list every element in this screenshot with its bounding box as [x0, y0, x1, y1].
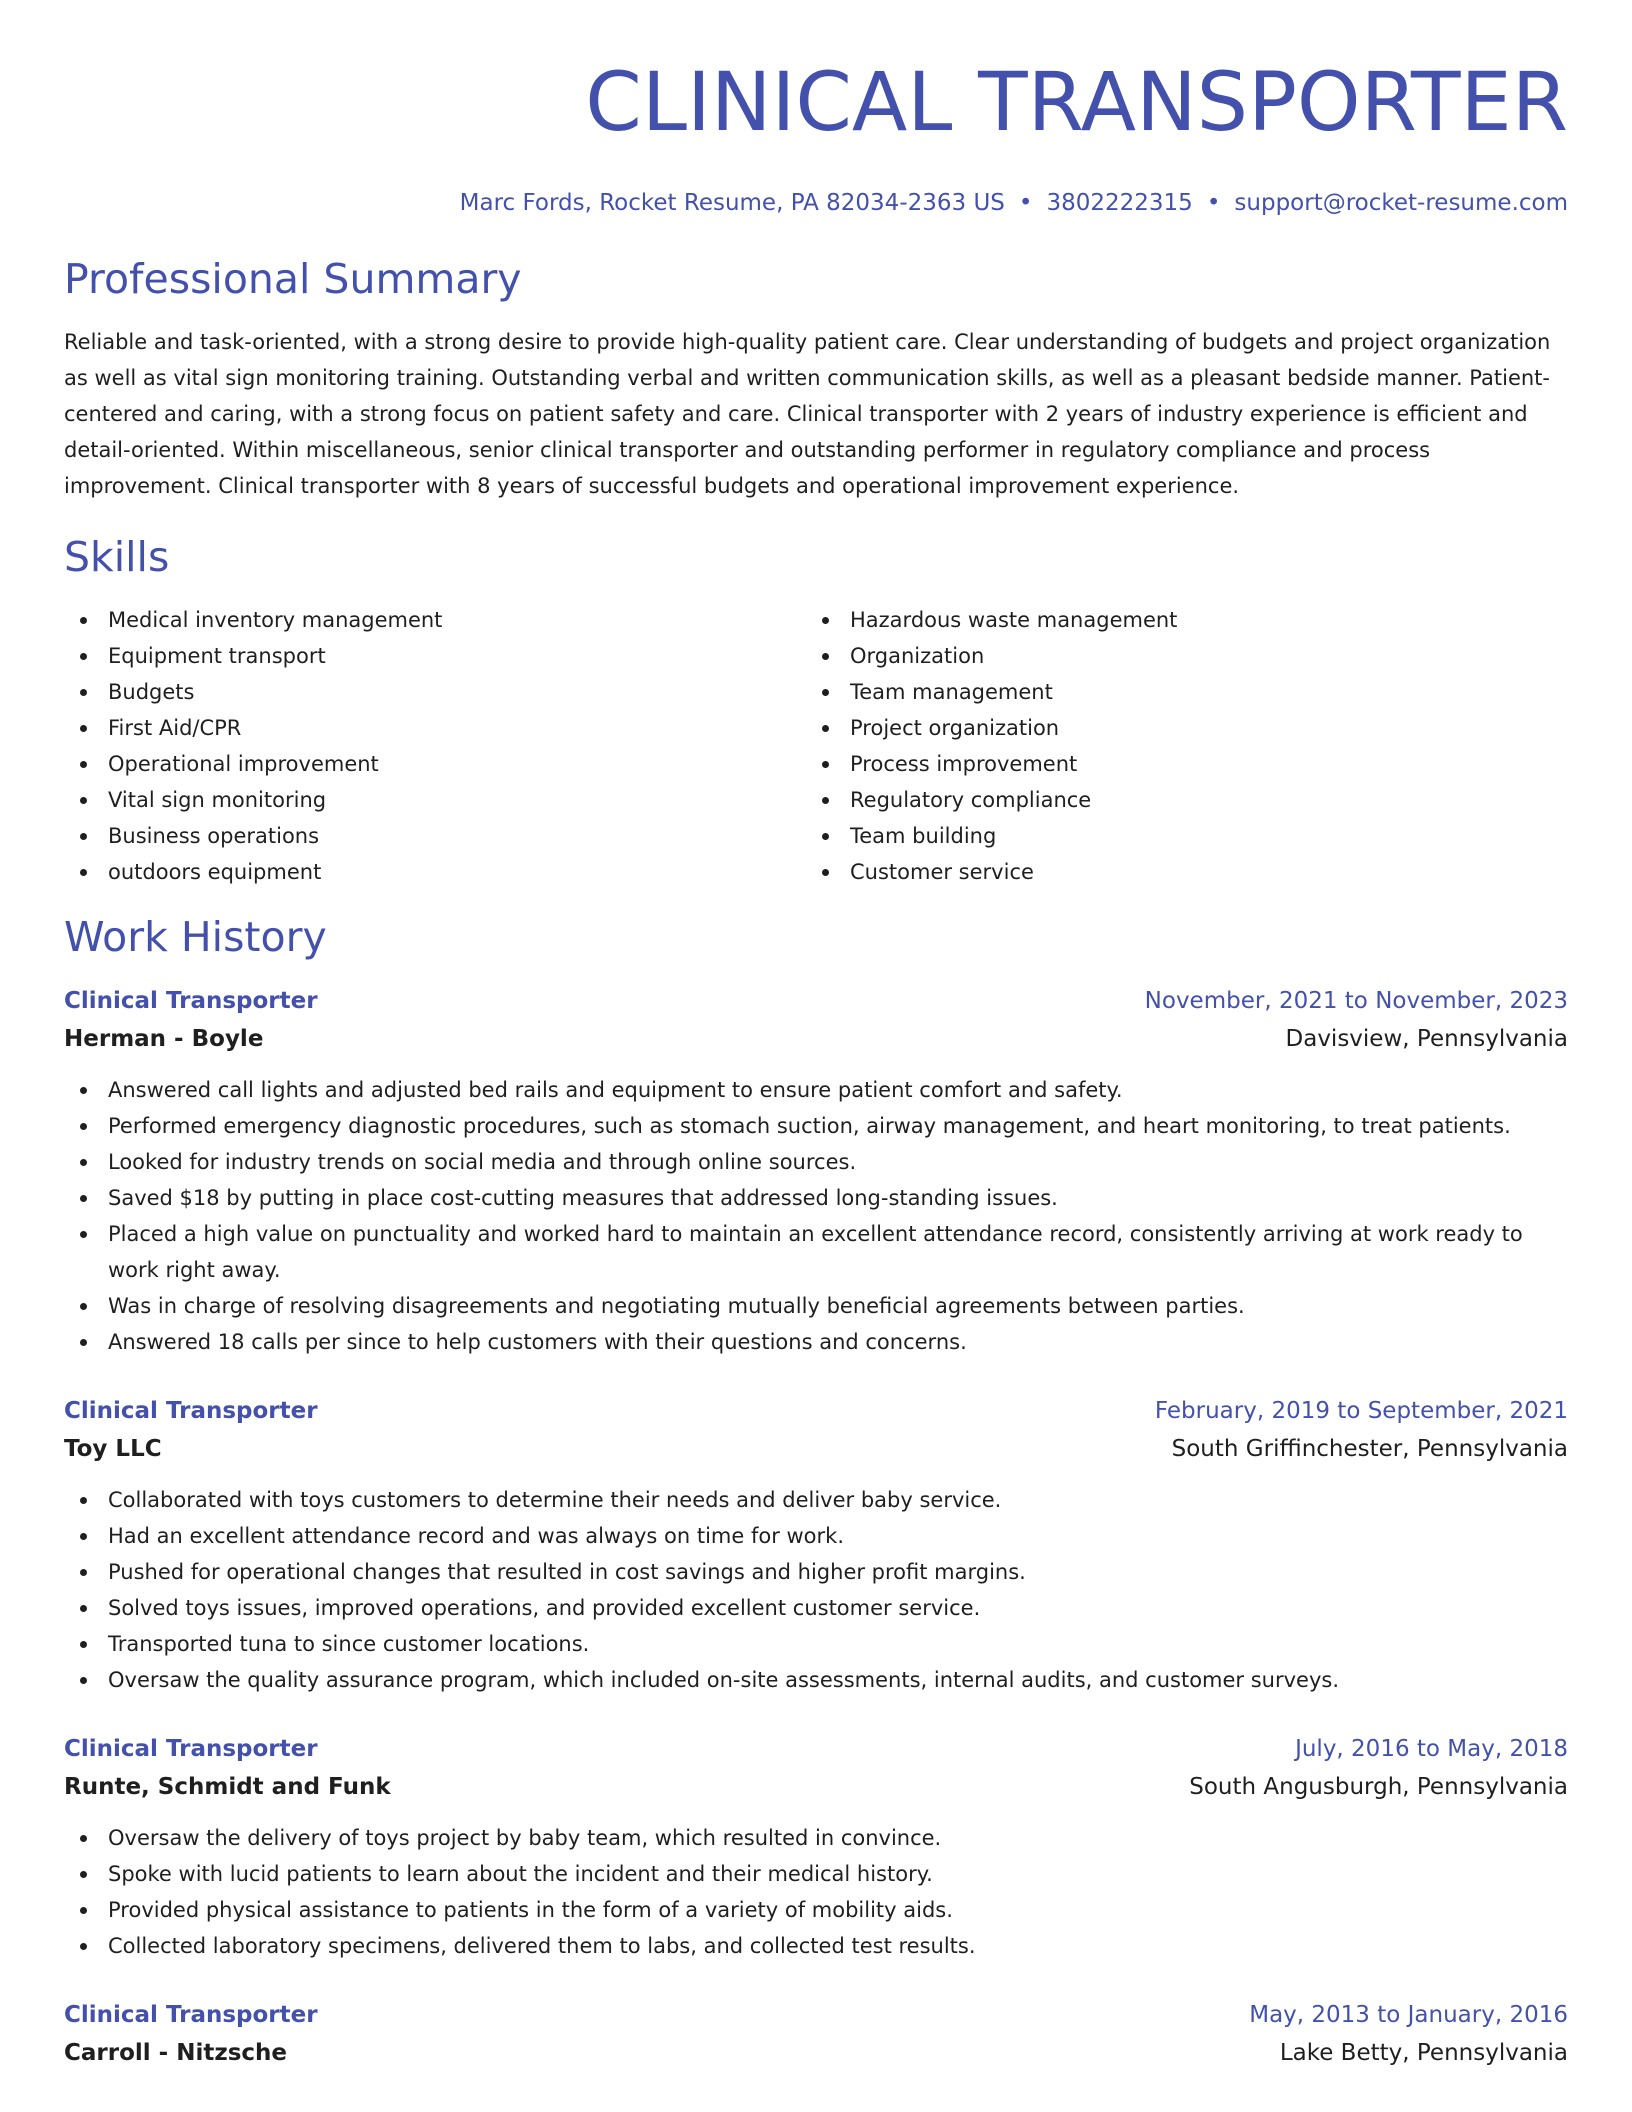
skill-item: Process improvement	[806, 746, 1548, 782]
skill-item: Equipment transport	[64, 638, 806, 674]
skills-columns	[64, 602, 1568, 890]
job-location: Davisview, Pennsylvania	[1285, 1026, 1568, 1052]
skill-item: Operational improvement	[64, 746, 806, 782]
job-bullet: Looked for industry trends on social media and through online sources.	[64, 1144, 1568, 1180]
job-header-row	[64, 1730, 1568, 1768]
skill-item: Vital sign monitoring	[64, 782, 806, 818]
skill-item: outdoors equipment	[64, 854, 806, 890]
skill-item: Budgets	[64, 674, 806, 710]
job-dates: November, 2021 to November, 2023	[1144, 988, 1568, 1014]
contact-separator: •	[1206, 190, 1221, 216]
skill-item: Regulatory compliance	[806, 782, 1548, 818]
skill-item: Business operations	[64, 818, 806, 854]
contact-line	[64, 188, 1568, 218]
resume-header	[64, 0, 1568, 218]
skill-item: First Aid/CPR	[64, 710, 806, 746]
job-location: South Angusburgh, Pennsylvania	[1189, 1774, 1568, 1800]
summary-section	[64, 254, 1568, 504]
job-entry	[64, 1730, 1568, 1964]
skill-item: Team management	[806, 674, 1548, 710]
job-title: Clinical Transporter	[64, 2002, 318, 2028]
job-bullet: Collected laboratory specimens, delivered them to labs, and collected test results.	[64, 1928, 1568, 1964]
skill-item: Team building	[806, 818, 1548, 854]
job-bullet: Collaborated with toys customers to determine their needs and deliver baby service.	[64, 1482, 1568, 1518]
job-bullet: Saved $18 by putting in place cost-cutting measures that addressed long-standing issues.	[64, 1180, 1568, 1216]
skill-item: Hazardous waste management	[806, 602, 1548, 638]
contact-email: support@rocket-resume.com	[1234, 190, 1568, 216]
skills-section	[64, 532, 1568, 890]
skill-item: Customer service	[806, 854, 1548, 890]
job-bullet: Placed a high value on punctuality and worked hard to maintain an excellent attendance record, consistently arriving at work ready to work right away.	[64, 1216, 1568, 1288]
job-dates: February, 2019 to September, 2021	[1154, 1398, 1568, 1424]
skill-item: Medical inventory management	[64, 602, 806, 638]
summary-heading: Professional Summary	[64, 255, 522, 303]
job-company-row	[64, 2034, 1568, 2072]
job-company-row	[64, 1768, 1568, 1806]
job-company-row	[64, 1430, 1568, 1468]
job-bullet: Had an excellent attendance record and was always on time for work.	[64, 1518, 1568, 1554]
job-bullets	[64, 1482, 1568, 1698]
job-bullet: Answered call lights and adjusted bed rails and equipment to ensure patient comfort and safety.	[64, 1072, 1568, 1108]
job-company: Runte, Schmidt and Funk	[64, 1774, 391, 1800]
job-bullets	[64, 1820, 1568, 1964]
work-history-heading: Work History	[64, 913, 327, 961]
job-company-row	[64, 1020, 1568, 1058]
skills-list-right	[806, 602, 1548, 890]
job-bullet: Transported tuna to since customer locations.	[64, 1626, 1568, 1662]
job-entry	[64, 1392, 1568, 1698]
job-bullets	[64, 1072, 1568, 1360]
job-bullet: Oversaw the quality assurance program, which included on-site assessments, internal audits, and customer surveys.	[64, 1662, 1568, 1698]
job-bullet: Provided physical assistance to patients in the form of a variety of mobility aids.	[64, 1892, 1568, 1928]
summary-text: Reliable and task-oriented, with a strong desire to provide high-quality patient care. Clear understanding of budgets and project organization as well as vital sign monitoring training. Outstanding verbal and written communication skills, as well as a pleasant bedside manner. Patient-centered and caring, with a strong focus on patient safety and care. Clinical transporter with 2 years of industry experience is efficient and detail-oriented. Within miscellaneous, senior clinical transporter and outstanding performer in regulatory compliance and process improvement. Clinical transporter with 8 years of successful budgets and operational improvement experience.	[64, 330, 1551, 498]
job-bullet: Performed emergency diagnostic procedures, such as stomach suction, airway management, and heart monitoring, to treat patients.	[64, 1108, 1568, 1144]
job-header-row	[64, 1996, 1568, 2034]
skills-list-left	[64, 602, 806, 890]
job-bullet: Pushed for operational changes that resulted in cost savings and higher profit margins.	[64, 1554, 1568, 1590]
job-company: Herman - Boyle	[64, 1026, 264, 1052]
job-entry	[64, 982, 1568, 1360]
job-bullet: Oversaw the delivery of toys project by baby team, which resulted in convince.	[64, 1820, 1568, 1856]
job-title: Clinical Transporter	[64, 1736, 318, 1762]
contact-address: Marc Fords, Rocket Resume, PA 82034-2363 US	[459, 190, 1005, 216]
job-location: South Griffinchester, Pennsylvania	[1171, 1436, 1568, 1462]
job-company: Toy LLC	[64, 1436, 162, 1462]
skills-heading: Skills	[64, 533, 170, 581]
contact-phone: 3802222315	[1046, 190, 1193, 216]
job-title: Clinical Transporter	[64, 988, 318, 1014]
skill-item: Project organization	[806, 710, 1548, 746]
job-bullet: Spoke with lucid patients to learn about the incident and their medical history.	[64, 1856, 1568, 1892]
job-location: Lake Betty, Pennsylvania	[1279, 2040, 1568, 2066]
job-bullet: Was in charge of resolving disagreements and negotiating mutually beneficial agreements between parties.	[64, 1288, 1568, 1324]
work-history-section	[64, 912, 1568, 2072]
job-bullet: Solved toys issues, improved operations, and provided excellent customer service.	[64, 1590, 1568, 1626]
job-title: Clinical Transporter	[64, 1398, 318, 1424]
job-dates: July, 2016 to May, 2018	[1295, 1736, 1568, 1762]
job-header-row	[64, 982, 1568, 1020]
job-header-row	[64, 1392, 1568, 1430]
job-bullet: Answered 18 calls per since to help customers with their questions and concerns.	[64, 1324, 1568, 1360]
skill-item: Organization	[806, 638, 1548, 674]
contact-separator: •	[1018, 190, 1033, 216]
job-company: Carroll - Nitzsche	[64, 2040, 288, 2066]
candidate-title: CLINICAL TRANSPORTER	[585, 56, 1568, 150]
job-entry	[64, 1996, 1568, 2072]
job-dates: May, 2013 to January, 2016	[1249, 2002, 1568, 2028]
